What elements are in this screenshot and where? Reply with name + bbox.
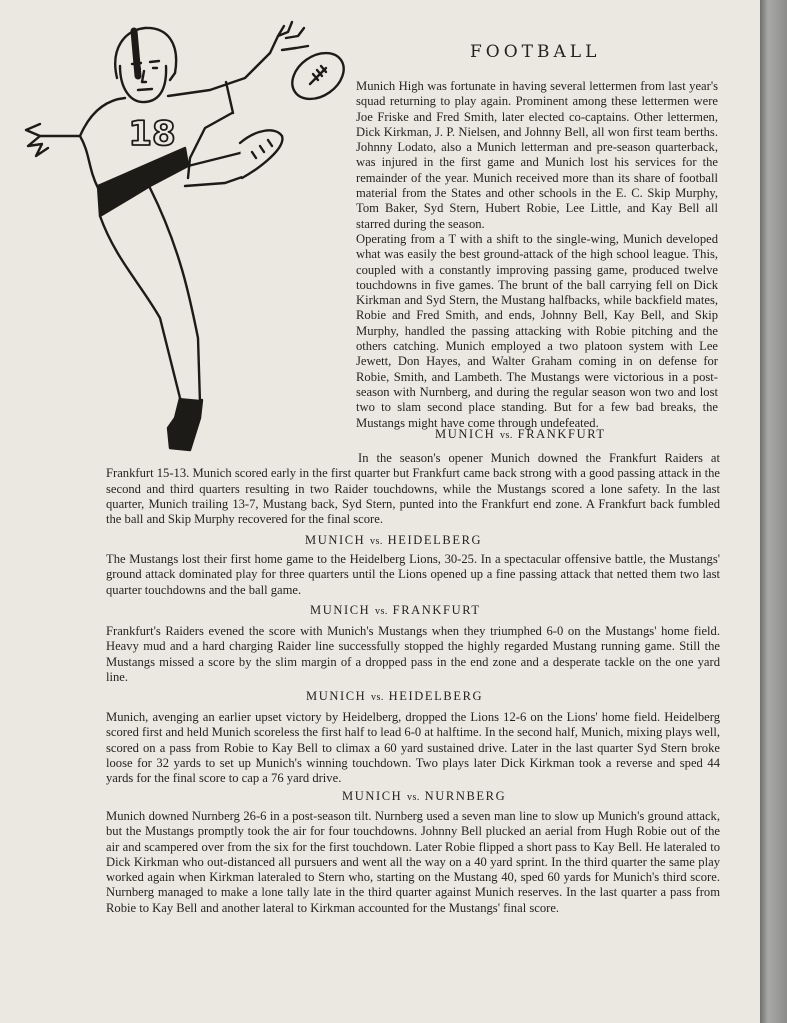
game-heading — [306, 689, 483, 704]
game-home-team: MUNICH — [310, 603, 371, 617]
game-heading — [310, 603, 481, 618]
page-title: FOOTBALL — [470, 42, 601, 62]
game-away-team: NURNBERG — [424, 789, 507, 803]
game-home-team: MUNICH — [435, 427, 496, 441]
game-away-team: FRANKFURT — [392, 603, 481, 617]
game-vs: vs. — [370, 536, 383, 547]
game-away-team: FRANKFURT — [517, 427, 606, 441]
game-vs: vs. — [371, 692, 384, 703]
game-report: Frankfurt's Raiders evened the score with Munich's Mustangs when they triumphed 6-0 on the Mustangs' home field. Heavy mud and a hard charging Raider line successfully stopped the highly regarded Mustang running game. Still the Mustangs missed a score by the slim margin of a dropped pass in the end zone and a desperate tackle on the one yard line. — [106, 624, 720, 684]
game-home-team: MUNICH — [342, 789, 403, 803]
intro-paragraph: Munich High was fortunate in having several lettermen from last year's squad returning to play again. Prominent among these lettermen were Joe Friske and Fred Smith, later elected co-captains. Other lettermen, Dick Kirkman, J. P. Nielsen, and Johnny Bell, all won first team berths. Johnny Lodato, also a Munich letterman and pre-season quarterback, was injured in the first game and Munich lost his services for the remainder of the year. Munich received more than its share of football material from the States and other schools in the E. C. Skip Murphy, Tom Baker, Syd Stern, Hubert Robie, Lee Little, and Kay Bell all starred during the season. — [356, 79, 718, 231]
game-heading — [342, 789, 506, 804]
game-vs: vs. — [375, 606, 388, 617]
page-edge — [760, 0, 787, 1023]
game-away-team: HEIDELBERG — [388, 689, 484, 703]
game-home-team: MUNICH — [306, 689, 367, 703]
game-home-team: MUNICH — [305, 533, 366, 547]
game-heading — [435, 427, 606, 442]
game-report: Munich, avenging an earlier upset victory by Heidelberg, dropped the Lions 12-6 on the Lions' home field. Heidelberg scored first and held Munich scoreless the first half to lead 6-0 at halftime. In the second half, Munich, mixing plays well, scored on a pass from Robie to Kay Bell to climax a 60 yard sustained drive. Later in the last quarter Syd Stern broke loose for 32 yards to set up Munich's winning touchdown. Two plays later Dick Kirkman took a reverse and sped 44 yards for the final score to cap a 76 yard drive. — [106, 710, 720, 786]
game-report: The Mustangs lost their first home game to the Heidelberg Lions, 30-25. In a spectacular offensive battle, the Mustangs' ground attack dominated play for three quarters until the Lions opened up a fine passing attack that netted them two last quarter touchdowns and the ball game. — [106, 552, 720, 597]
intro-paragraph: Operating from a T with a shift to the single-wing, Munich developed what was easily the best ground-attack of the high school league. This, coupled with a constantly improving passing game, produced twelve touchdowns in five games. The brunt of the ball carrying fell on Dick Kirkman and Syd Stern, the Mustang halfbacks, while backfield mates, Robie and Fred Smith, and ends, Johnny Bell, Kay Bell, and Skip Murphy, handled the passing attacking with Robie pitching and the others catching. Munich employed a two platoon system with Lee Jewett, Don Hayes, and Walter Graham coming in on defense for Robie, Smith, and Lambeth. The Mustangs were victorious in a post-season with Nurnberg, and during the regular season won two and lost two to slam second place standing. But for a few bad breaks, the Mustangs might have come through undefeated. — [356, 231, 718, 430]
jersey-number: 18 — [128, 114, 176, 154]
game-vs: vs. — [500, 430, 513, 441]
game-heading — [305, 533, 482, 548]
football-kicker-illustration — [20, 18, 350, 468]
game-report: In the season's opener Munich downed the Frankfurt Raiders at Frankfurt 15-13. Munich scored early in the first quarter but Frankfurt came back strong with a good passing attack in the second and third quarters resulting in two Raider touchdowns, while the Mustangs scored a lone safety. In the last quarter, Munich trailing 13-7, Mustang back, Syd Stern, punted into the Frankfurt end zone. A Frankfurt back fumbled the ball and Skip Murphy recovered for the final score. — [106, 451, 720, 527]
game-away-team: HEIDELBERG — [387, 533, 483, 547]
game-report: Munich downed Nurnberg 26-6 in a post-season tilt. Nurnberg used a seven man line to slow up Munich's ground attack, but the Mustangs promptly took the air for four touchdowns. Johnny Bell plucked an aerial from Hugh Robie out of the air and scampered over from the six for the first touchdown. Later Robie flipped a short pass to Kay Bell. He lateraled to Dick Kirkman who out-distanced all pursuers and went all the way on a 40 yard sprint. In the third quarter the same play worked again when Kirkman lateraled to Stern who, starting on the Mustang 40, sped 60 yards for Munich's third score. Nurnberg managed to make a lone tally late in the third quarter against Munich reserves. In the last quarter a pass from Robie to Kay Bell and another lateral to Kirkman accounted for the Mustangs' final score. — [106, 809, 720, 915]
game-vs: vs. — [407, 792, 420, 803]
intro-text — [356, 79, 718, 431]
